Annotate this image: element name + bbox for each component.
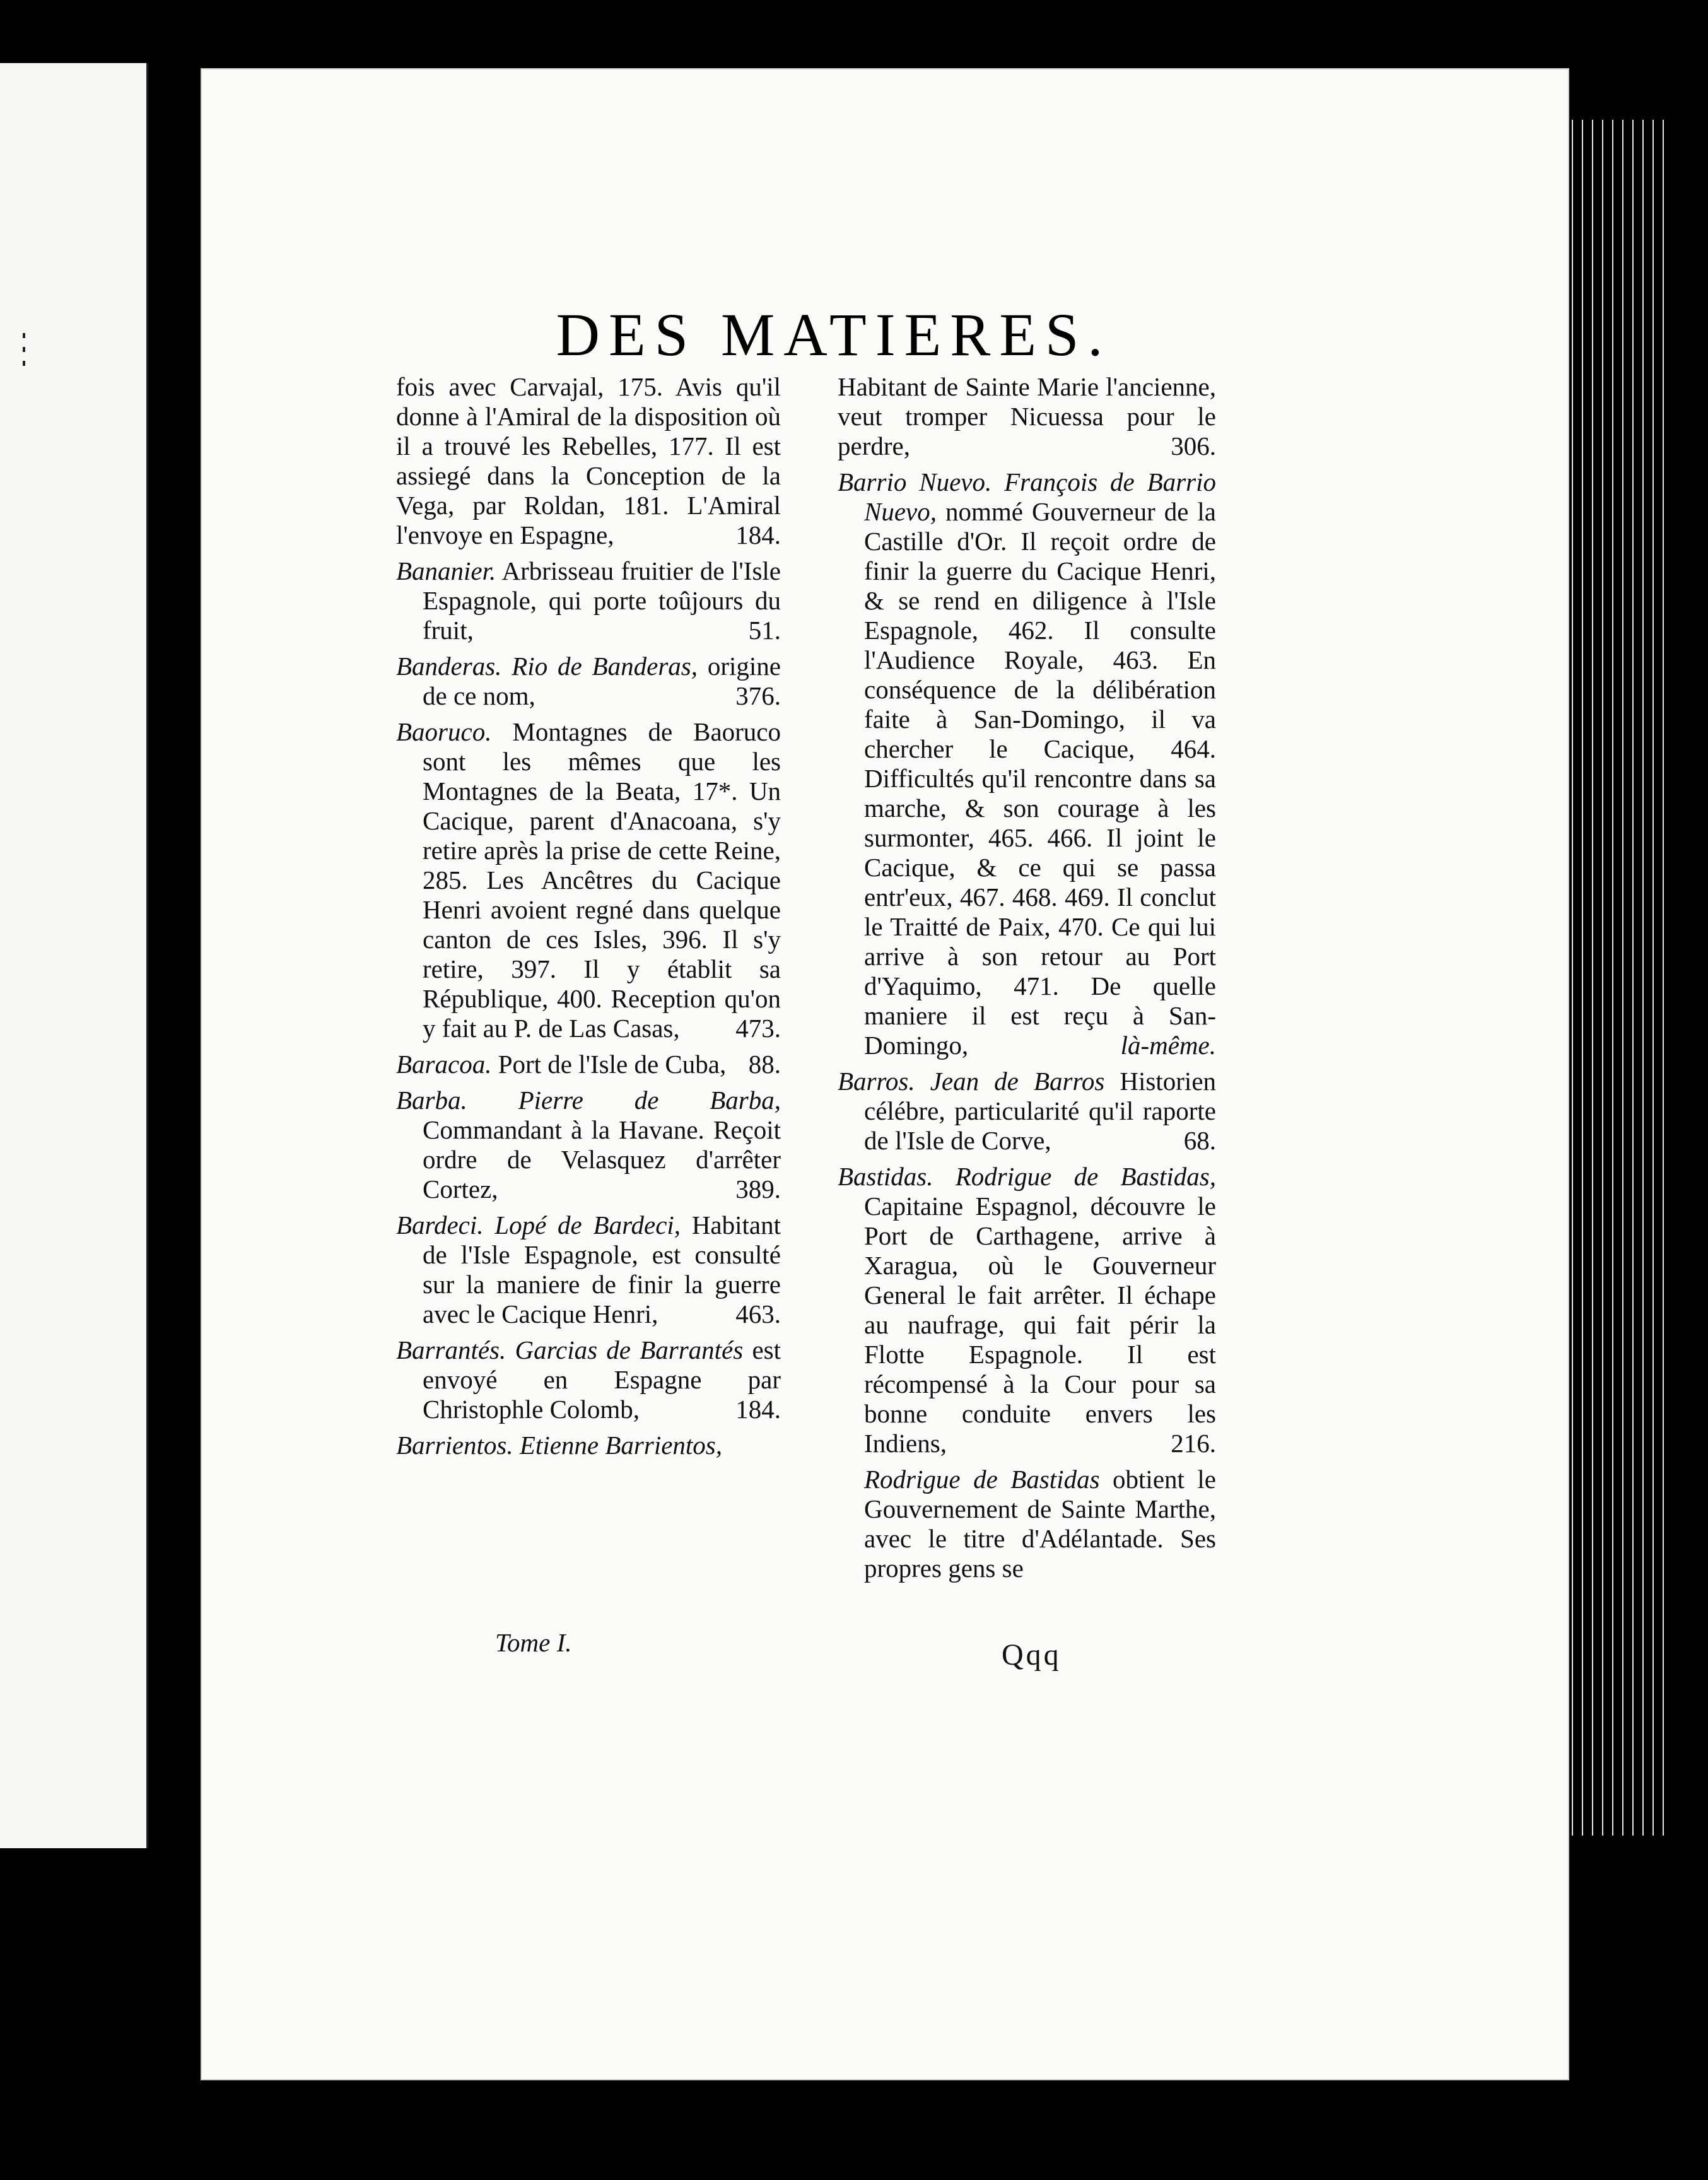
entry-text: Port de l'Isle de Cuba,	[498, 1050, 727, 1079]
entry-text: Commandant à la Havane. Reçoit ordre de Velasquez d'arrêter Cortez,	[423, 1115, 781, 1204]
index-entry	[838, 1067, 1216, 1156]
entry-headword: Barba. Pierre de Barba,	[396, 1086, 781, 1115]
index-entry	[396, 1086, 781, 1204]
index-entry	[396, 1050, 781, 1079]
entry-text: Montagnes de Baoruco sont les mêmes que les Montagnes de la Beata, 17*. Un Cacique, parent d'Anacoana, s'y retire après la prise de cette Reine, 285. Les Ancêtres du Cacique Henri avoient regné dans quelque canton de ces Isles, 396. Il s'y retire, 397. Il y établit sa République, 400. Reception qu'on y fait au P. de Las Casas,	[423, 717, 781, 1043]
index-entry	[838, 1465, 1216, 1583]
entry-headword: Bastidas. Rodrigue de Bastidas,	[838, 1162, 1216, 1191]
entry-headword: Barrio Nuevo. François de Barrio Nuevo,	[838, 467, 1216, 526]
entry-text: obtient le Gouvernement de Sainte Marthe, avec le titre d'Adélantade. Ses propres gens se	[864, 1465, 1216, 1583]
entry-page-ref: 306.	[1171, 431, 1216, 460]
entry-headword: Banderas. Rio de Banderas,	[396, 652, 698, 681]
entry-page-ref: 68.	[1183, 1126, 1216, 1155]
entry-page-ref: 51.	[748, 616, 781, 645]
index-column-right	[838, 372, 1216, 1590]
volume-label: Tome I.	[495, 1628, 572, 1657]
entry-text: origine de ce nom,	[423, 652, 781, 710]
entry-headword: Barrientos. Etienne Barrientos,	[396, 1431, 723, 1460]
entry-headword: Barros. Jean de Barros	[838, 1067, 1105, 1096]
entry-page-ref: 88.	[748, 1050, 781, 1079]
index-entry	[396, 1210, 781, 1329]
entry-text: Habitant de Sainte Marie l'ancienne, veut tromper Nicuessa pour le perdre,	[838, 372, 1216, 460]
ink-specks	[19, 328, 32, 404]
index-entry	[396, 1335, 781, 1424]
entry-page-ref: 473.	[735, 1014, 781, 1043]
entry-headword: Rodrigue de Bastidas	[864, 1465, 1100, 1494]
entry-headword: Bananier.	[396, 556, 496, 585]
entry-page-ref: 184.	[735, 520, 781, 549]
entry-text: nommé Gouverneur de la Castille d'Or. Il reçoit ordre de finir la guerre du Cacique Henri, & se rend en diligence à l'Isle Espagnole, 462. Il consulte l'Audience Royale, 463. En conséquence de la délibération faite à San-Domingo, il va chercher le Cacique, 464. Difficultés qu'il rencontre dans sa marche, & son courage à les surmonter, 465. 466. Il joint le Cacique, & ce qui se passa entr'eux, 467. 468. 469. Il conclut le Traitté de Paix, 470. Ce qui lui arrive à son retour au Port d'Yaquimo, 471. De quelle maniere il est reçu à San-Domingo,	[864, 497, 1217, 1060]
index-entry	[396, 372, 781, 550]
entry-headword: Baoruco.	[396, 717, 492, 746]
signature-mark: Qqq	[1002, 1638, 1062, 1672]
entry-headword: Barrantés. Garcias de Barrantés	[396, 1335, 744, 1364]
entry-page-ref: là-même.	[1120, 1031, 1216, 1060]
running-header: DES MATIERES.	[556, 301, 1112, 368]
index-entry	[396, 652, 781, 711]
page-stack-edge	[1567, 120, 1668, 1836]
index-entry	[838, 1162, 1216, 1458]
index-entry	[396, 556, 781, 645]
index-entry	[396, 717, 781, 1043]
entry-text: fois avec Carvajal, 175. Avis qu'il donne à l'Amiral de la disposition où il a trouvé les Rebelles, 177. Il est assiegé dans la Conception de la Vega, par Roldan, 181. L'Amiral l'envoye en Espagne,	[396, 372, 781, 549]
entry-text: Habitant de l'Isle Espagnole, est consulté sur la maniere de finir la guerre avec le Cacique Henri,	[423, 1210, 781, 1328]
index-column-left	[396, 372, 781, 1467]
entry-text: Capitaine Espagnol, découvre le Port de Carthagene, arrive à Xaragua, où le Gouverneur General le fait arrêter. Il échape au naufrage, qui fait périr la Flotte Espagnole. Il est récompensé à la Cour pour sa bonne conduite envers les Indiens,	[864, 1192, 1216, 1458]
entry-headword: Baracoa.	[396, 1050, 492, 1079]
entry-text: Historien célébre, particularité qu'il raporte de l'Isle de Corve,	[864, 1067, 1217, 1155]
entry-headword: Bardeci. Lopé de Bardeci,	[396, 1210, 681, 1239]
entry-page-ref: 216.	[1171, 1429, 1216, 1458]
entry-page-ref: 463.	[735, 1299, 781, 1328]
entry-page-ref: 376.	[735, 681, 781, 710]
entry-text: est envoyé en Espagne par Christophle Colomb,	[423, 1335, 781, 1424]
entry-page-ref: 184.	[735, 1395, 781, 1424]
entry-page-ref: 389.	[735, 1175, 781, 1204]
adjacent-page-edge	[0, 63, 148, 1848]
index-entry	[396, 1431, 781, 1460]
index-entry	[838, 467, 1216, 1060]
index-entry	[838, 372, 1216, 461]
entry-text: Arbrisseau fruitier de l'Isle Espagnole, qui porte toûjours du fruit,	[423, 556, 781, 645]
